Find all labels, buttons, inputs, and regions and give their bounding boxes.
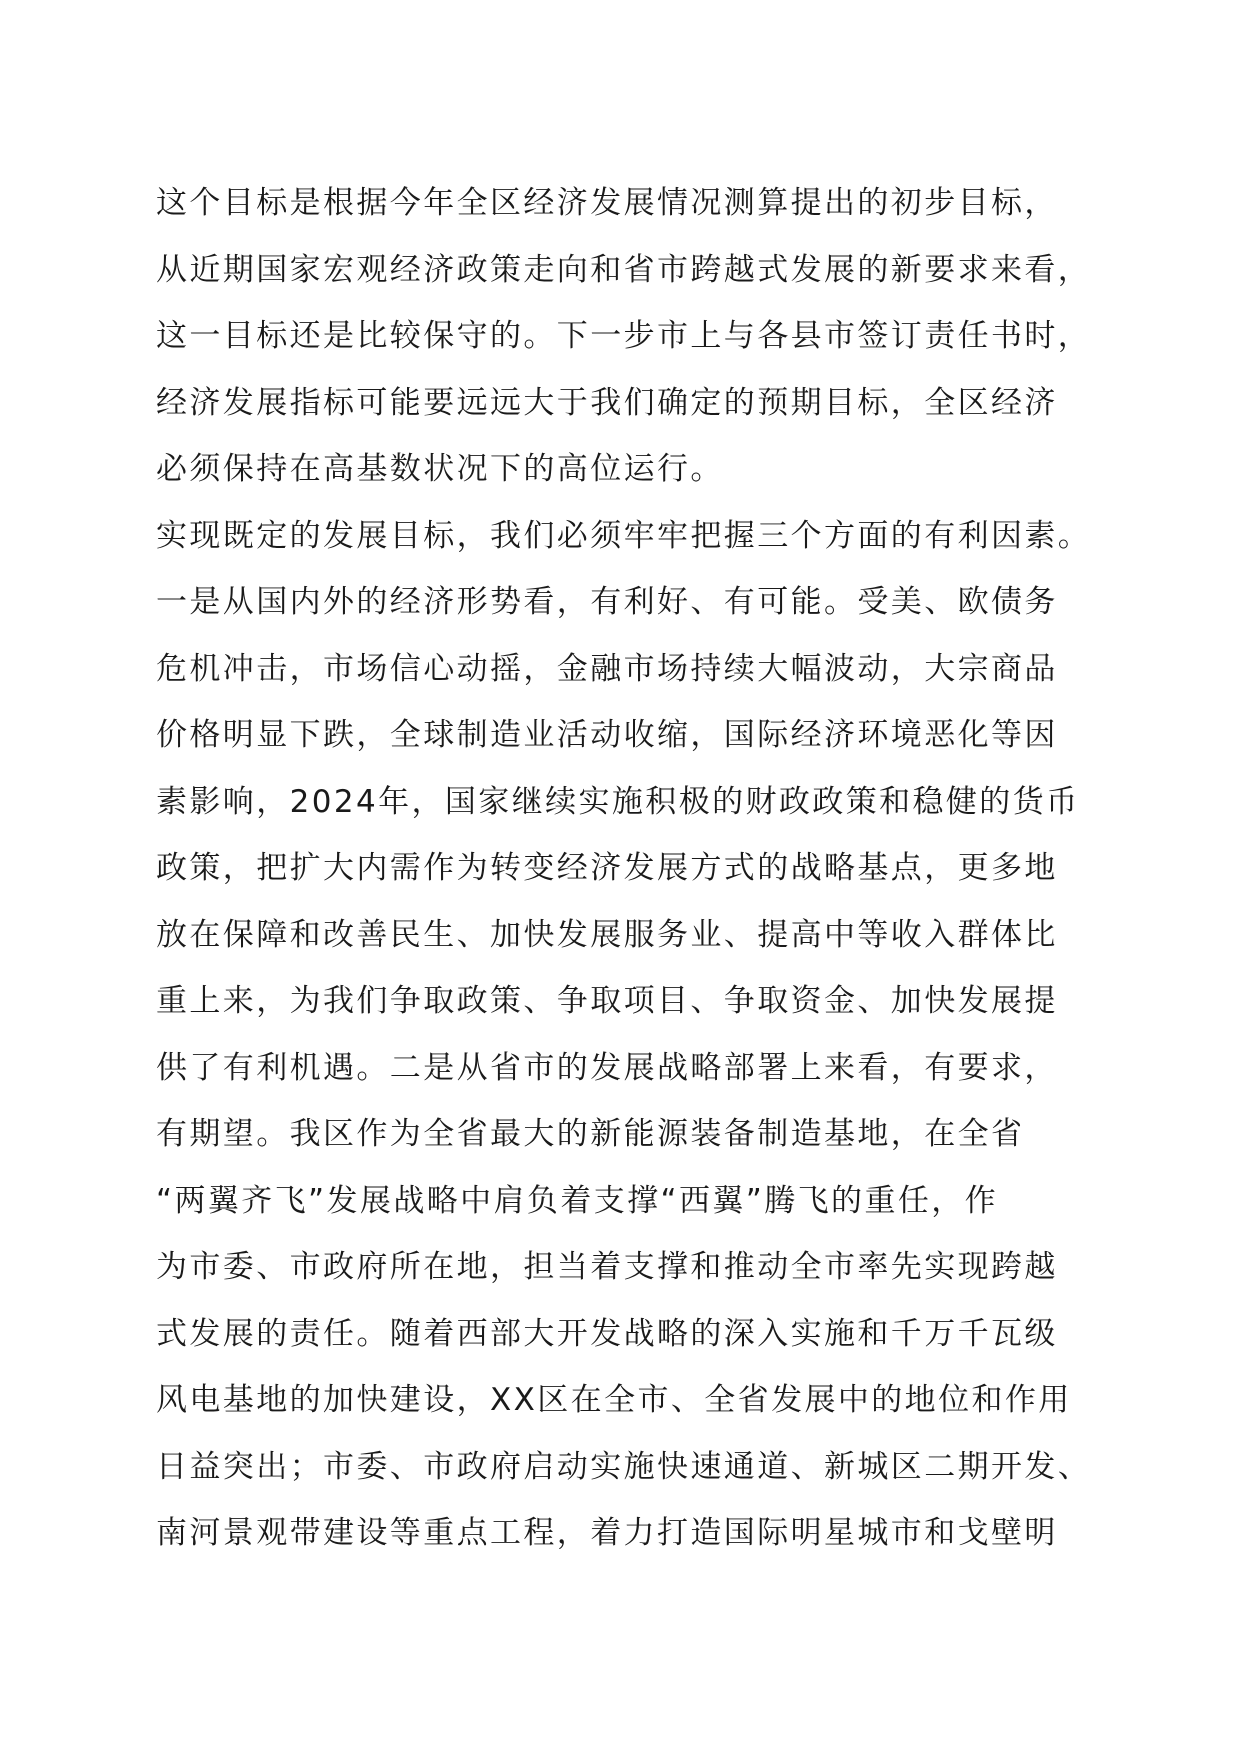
text-line: 式发展的责任。随着西部大开发战略的深入实施和千万千瓦级 xyxy=(156,1315,1058,1352)
body-text xyxy=(156,170,1116,1567)
text-line: 政策，把扩大内需作为转变经济发展方式的战略基点，更多地 xyxy=(156,850,1058,886)
text-line: 从近期国家宏观经济政策走向和省市跨越式发展的新要求来看， xyxy=(156,251,1092,288)
text-line: 供了有利机遇。二是从省市的发展战略部署上来看，有要求， xyxy=(156,1049,1058,1086)
text-line: 风电基地的加快建设，XX区在全市、全省发展中的地位和作用 xyxy=(156,1382,1072,1418)
text-line: 价格明显下跌，全球制造业活动收缩，国际经济环境恶化等因 xyxy=(156,717,1058,753)
text-line: 危机冲击，市场信心动摇，金融市场持续大幅波动，大宗商品 xyxy=(156,650,1058,687)
text-line: 重上来，为我们争取政策、争取项目、争取资金、加快发展提 xyxy=(156,983,1058,1019)
text-line: “两翼齐飞”发展战略中肩负着支撑“西翼”腾飞的重任，作 xyxy=(156,1182,999,1219)
text-line: 素影响，2024年，国家继续实施积极的财政政策和稳健的货币 xyxy=(156,783,1080,820)
text-line: 放在保障和改善民生、加快发展服务业、提高中等收入群体比 xyxy=(156,916,1058,953)
text-line: 为市委、市政府所在地，担当着支撑和推动全市率先实现跨越 xyxy=(156,1249,1058,1285)
text-line: 有期望。我区作为全省最大的新能源装备制造基地，在全省 xyxy=(156,1116,1025,1152)
text-line: 实现既定的发展目标，我们必须牢牢把握三个方面的有利因素。 xyxy=(156,517,1092,554)
text-line: 一是从国内外的经济形势看，有利好、有可能。受美、欧债务 xyxy=(156,584,1058,620)
text-line: 日益突出；市委、市政府启动实施快速通道、新城区二期开发、 xyxy=(156,1448,1092,1485)
text-line: 这个目标是根据今年全区经济发展情况测算提出的初步目标， xyxy=(156,185,1058,221)
text-line: 这一目标还是比较保守的。下一步市上与各县市签订责任书时， xyxy=(156,318,1092,354)
text-line: 南河景观带建设等重点工程，着力打造国际明星城市和戈壁明 xyxy=(156,1515,1058,1551)
text-line: 经济发展指标可能要远远大于我们确定的预期目标，全区经济 xyxy=(156,384,1058,421)
text-line: 必须保持在高基数状况下的高位运行。 xyxy=(156,451,724,487)
